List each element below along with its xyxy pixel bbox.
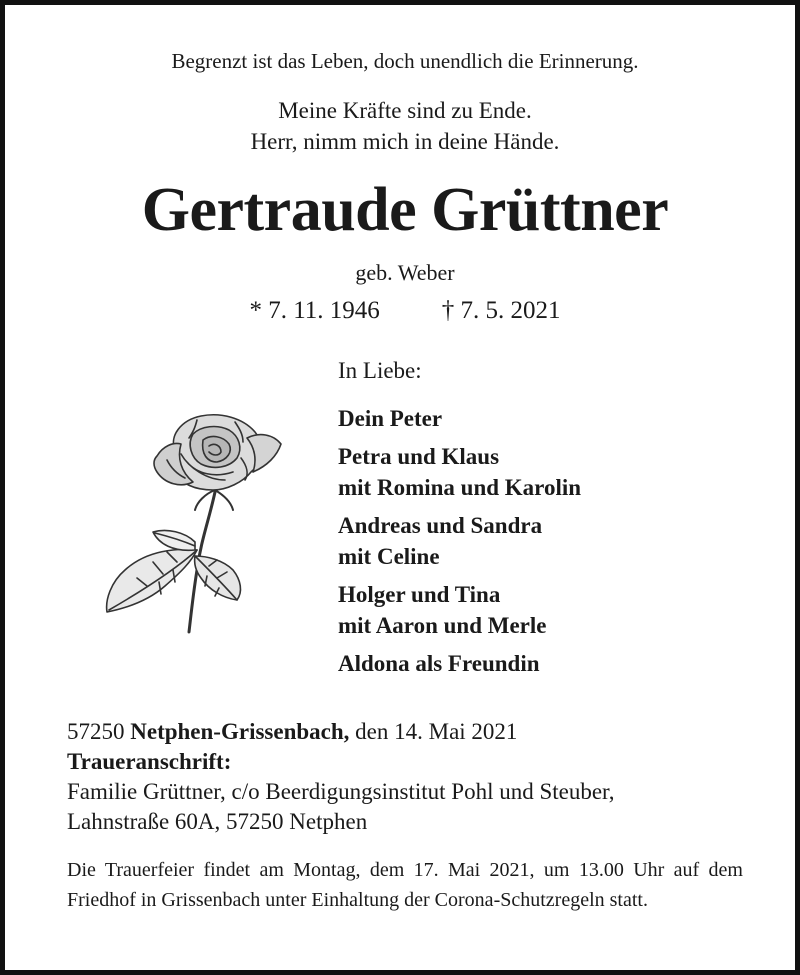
place-date-line — [67, 717, 615, 747]
mourner-group — [338, 403, 581, 434]
mourner-group — [338, 510, 581, 572]
maiden-name: geb. Weber — [355, 260, 455, 285]
mourner-line: Dein Peter — [338, 406, 443, 431]
verse-line: Meine Kräfte sind zu Ende. — [278, 98, 532, 123]
deceased-name: Gertraude Grüttner — [141, 176, 669, 244]
notice-date: den 14. Mai 2021 — [355, 719, 518, 744]
rose-icon — [97, 410, 287, 635]
mourner-line: mit Aaron und Merle — [338, 613, 547, 638]
funeral-notice: Die Trauerfeier findet am Montag, dem 17. Mai 2021, um 13.00 Uhr auf dem Friedhof in Grissenbach unter Einhaltung der Corona-Schutzregeln statt. — [67, 859, 743, 911]
mourners-intro: In Liebe: — [338, 358, 422, 383]
motto-text: Begrenzt ist das Leben, doch unendlich die Erinnerung. — [171, 49, 639, 73]
mourner-group — [338, 441, 581, 503]
mourner-line: Aldona als Freundin — [338, 651, 540, 676]
mourner-line: mit Romina und Karolin — [338, 475, 582, 500]
life-dates — [5, 297, 800, 325]
mourning-address-label: Traueranschrift: — [67, 749, 232, 774]
mourner-group — [338, 648, 581, 679]
postcode: 57250 — [67, 719, 125, 744]
address-block — [67, 717, 615, 837]
mourner-line: Andreas und Sandra — [338, 513, 543, 538]
mourning-address-line: Lahnstraße 60A, 57250 Netphen — [67, 809, 368, 834]
birth-date: * 7. 11. 1946 — [249, 297, 380, 324]
mourner-line: Holger und Tina — [338, 582, 501, 607]
mourner-line: mit Celine — [338, 544, 440, 569]
place-name: Netphen-Grissenbach, — [130, 719, 350, 744]
death-date: † 7. 5. 2021 — [441, 297, 561, 324]
mourner-line: Petra und Klaus — [338, 444, 500, 469]
mourners-list — [338, 403, 581, 686]
verse — [5, 95, 800, 157]
mourning-address-line: Familie Grüttner, c/o Beerdigungsinstitut Pohl und Steuber, — [67, 779, 615, 804]
verse-line: Herr, nimm mich in deine Hände. — [250, 129, 560, 154]
mourner-group — [338, 579, 581, 641]
